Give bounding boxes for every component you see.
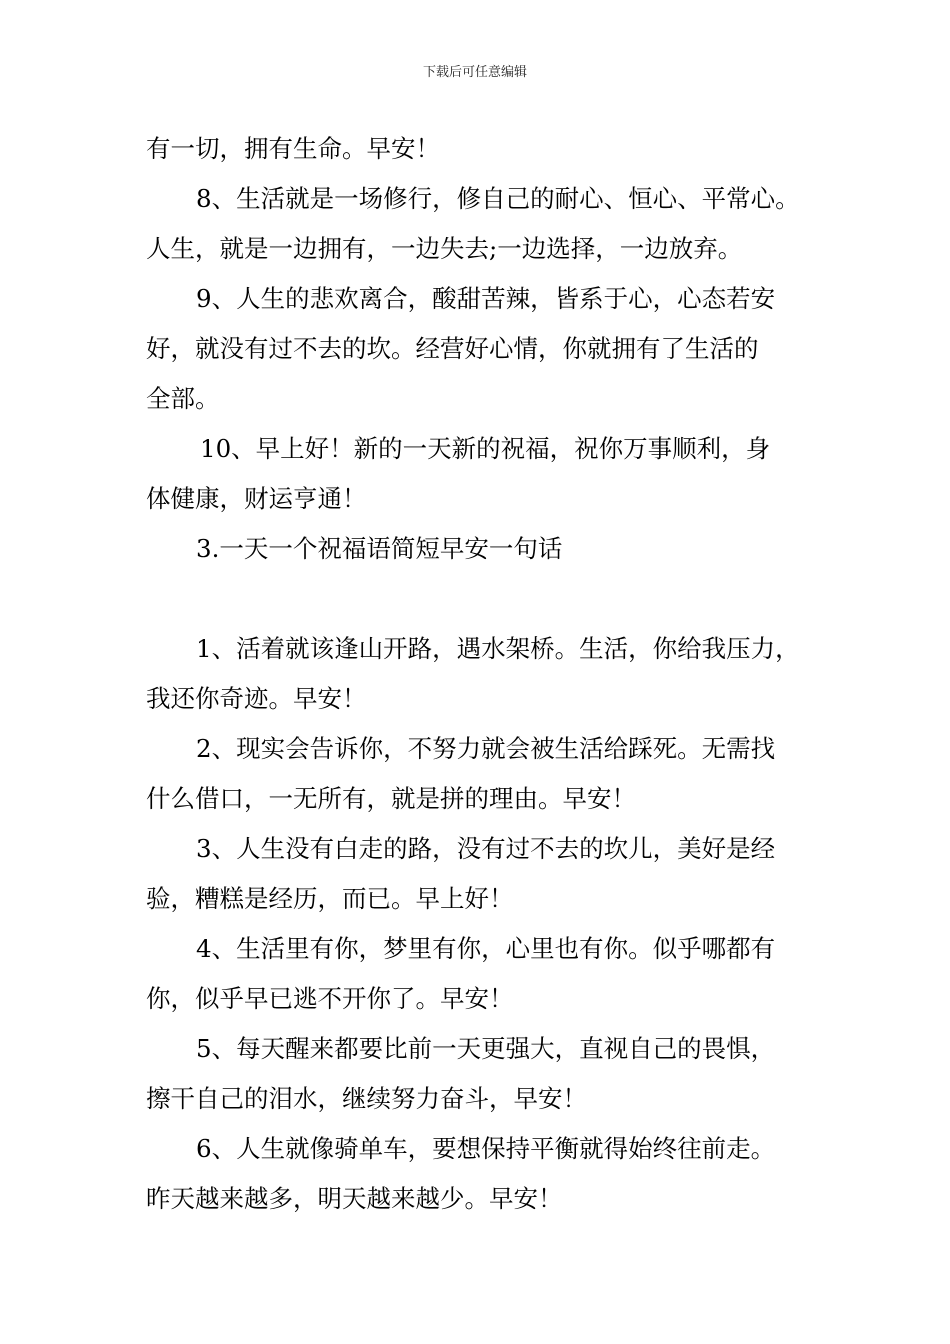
list-item-3: 3、人生没有白走的路，没有过不去的坎儿，美好是经: [196, 834, 776, 863]
text-line: 我还你奇迹。早安！: [146, 684, 367, 713]
list-item-8: 8、生活就是一场修行，修自己的耐心、恒心、平常心。: [196, 184, 800, 213]
text-line: 人生，就是一边拥有，一边失去;一边选择，一边放弃。: [146, 234, 743, 263]
text-line: 体健康，财运亨通！: [146, 484, 367, 513]
section-heading: 3.一天一个祝福语简短早安一句话: [196, 534, 563, 563]
list-item-4: 4、生活里有你，梦里有你，心里也有你。似乎哪都有: [196, 934, 776, 963]
text-line: 什么借口，一无所有，就是拼的理由。早安！: [146, 784, 636, 813]
text-line: 昨天越来越多，明天越来越少。早安！: [146, 1184, 563, 1213]
list-item-2: 2、现实会告诉你，不努力就会被生活给踩死。无需找: [196, 734, 776, 763]
section-spacer: [146, 574, 836, 624]
list-item-5: 5、每天醒来都要比前一天更强大，直视自己的畏惧，: [196, 1034, 776, 1063]
list-item-6: 6、人生就像骑单车，要想保持平衡就得始终往前走。: [196, 1134, 776, 1163]
text-line: 有一切，拥有生命。早安！: [146, 134, 440, 163]
text-line: 擦干自己的泪水，继续努力奋斗，早安！: [146, 1084, 587, 1113]
text-line: 好，就没有过不去的坎。经营好心情，你就拥有了生活的: [146, 334, 759, 363]
text-line: 验，糟糕是经历，而已。早上好！: [146, 884, 514, 913]
document-body: [146, 124, 836, 1224]
list-item-1: 1、活着就该逢山开路，遇水架桥。生活，你给我压力，: [196, 634, 800, 663]
text-line: 你，似乎早已逃不开你了。早安！: [146, 984, 514, 1013]
text-line: 全部。: [146, 384, 220, 413]
list-item-9: 9、人生的悲欢离合，酸甜苦辣，皆系于心，心态若安: [196, 284, 776, 313]
page-header: 下载后可任意编辑: [422, 65, 527, 80]
list-item-10: 10、早上好！新的一天新的祝福，祝你万事顺利，身: [200, 434, 771, 463]
